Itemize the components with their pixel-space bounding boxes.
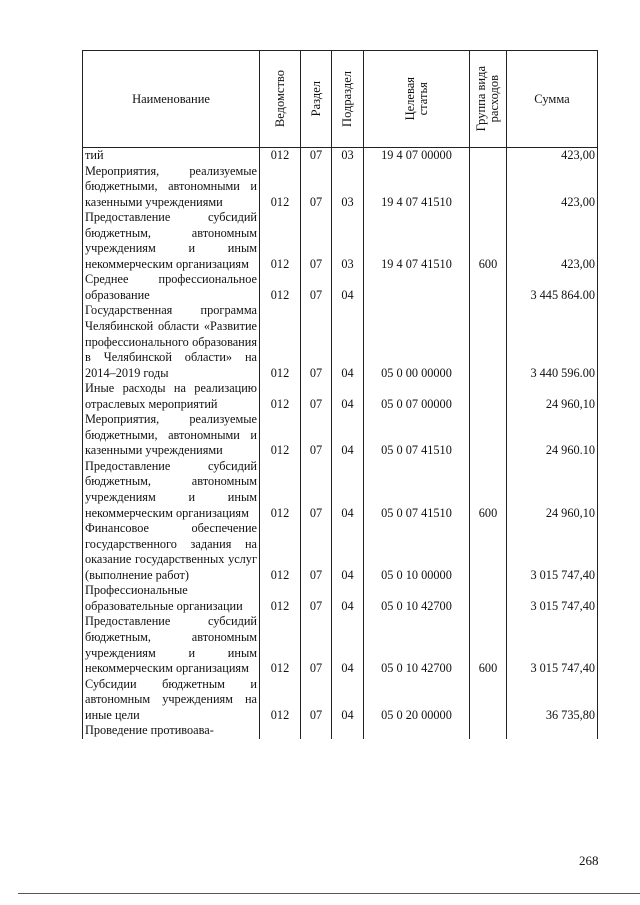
cell-sum: 3 015 747,40 (507, 521, 598, 583)
cell-razdel: 07 (301, 677, 332, 724)
cell-cel: 05 0 07 41510 (364, 459, 470, 521)
header-razdel: Раздел (301, 51, 332, 148)
cell-razdel: 07 (301, 521, 332, 583)
cell-razdel: 07 (301, 210, 332, 272)
cell-name: Предоставление субсидий бюджетным, автономным учреждениям и иным некоммерческим организациям (83, 614, 260, 676)
header-celevaya: Целевая статья (364, 51, 470, 148)
cell-name: Предоставление субсидий бюджетным, автономным учреждениям и иным некоммерческим организациям (83, 210, 260, 272)
cell-cel: 05 0 10 42700 (364, 614, 470, 676)
cell-cel (364, 272, 470, 303)
cell-cel: 05 0 10 00000 (364, 521, 470, 583)
cell-name: Мероприятия, реализуемые бюджетными, автономными и казенными учреждениями (83, 412, 260, 459)
cell-ved: 012 (260, 381, 301, 412)
cell-name: Финансовое обеспечение государственного задания на оказание государственных услуг (выполнение работ) (83, 521, 260, 583)
cell-podrazdel: 04 (332, 677, 364, 724)
cell-name: тий (83, 148, 260, 164)
budget-table (82, 50, 598, 739)
cell-ved: 012 (260, 412, 301, 459)
header-row (83, 51, 598, 148)
cell-grp (470, 148, 507, 164)
table-row (83, 210, 598, 272)
header-ved: Ведомство (260, 51, 301, 148)
cell-sum: 3 015 747,40 (507, 614, 598, 676)
page-number: 268 (579, 853, 599, 868)
cell-podrazdel: 04 (332, 521, 364, 583)
cell-podrazdel (332, 723, 364, 739)
cell-grp (470, 303, 507, 381)
cell-podrazdel: 04 (332, 459, 364, 521)
cell-name: Предоставление субсидий бюджетным, автономным учреждениям и иным некоммерческим организациям (83, 459, 260, 521)
header-summa: Сумма (507, 51, 598, 148)
cell-sum: 3 445 864.00 (507, 272, 598, 303)
cell-podrazdel: 04 (332, 583, 364, 614)
cell-name: Среднее профессиональное образование (83, 272, 260, 303)
table-row (83, 303, 598, 381)
cell-razdel: 07 (301, 583, 332, 614)
cell-podrazdel: 04 (332, 303, 364, 381)
cell-razdel: 07 (301, 381, 332, 412)
cell-name: Субсидии бюджетным и автономным учреждениям на иные цели (83, 677, 260, 724)
table-row (83, 583, 598, 614)
page-bottom-line (18, 893, 640, 894)
cell-podrazdel: 03 (332, 164, 364, 211)
cell-razdel: 07 (301, 303, 332, 381)
cell-grp (470, 723, 507, 739)
cell-ved: 012 (260, 614, 301, 676)
cell-name: Государственная программа Челябинской области «Развитие профессионального образования в Челябинской области» на 2014–2019 годы (83, 303, 260, 381)
cell-sum: 36 735,80 (507, 677, 598, 724)
cell-grp: 600 (470, 210, 507, 272)
cell-cel: 19 4 07 00000 (364, 148, 470, 164)
cell-sum: 3 015 747,40 (507, 583, 598, 614)
cell-razdel: 07 (301, 614, 332, 676)
cell-sum: 423,00 (507, 210, 598, 272)
cell-sum: 423,00 (507, 164, 598, 211)
cell-sum: 423,00 (507, 148, 598, 164)
cell-podrazdel: 03 (332, 210, 364, 272)
cell-razdel: 07 (301, 148, 332, 164)
cell-ved: 012 (260, 210, 301, 272)
table-row (83, 272, 598, 303)
cell-cel: 19 4 07 41510 (364, 164, 470, 211)
cell-grp: 600 (470, 459, 507, 521)
header-gruppa: Группа вида расходов (470, 51, 507, 148)
cell-sum: 24 960,10 (507, 459, 598, 521)
table-row (83, 723, 598, 739)
cell-name: Мероприятия, реализуемые бюджетными, автономными и казенными учреждениями (83, 164, 260, 211)
cell-cel: 05 0 10 42700 (364, 583, 470, 614)
cell-ved: 012 (260, 303, 301, 381)
cell-grp (470, 677, 507, 724)
cell-grp (470, 164, 507, 211)
header-podrazdel: Подраздел (332, 51, 364, 148)
table-row (83, 459, 598, 521)
table-row (83, 164, 598, 211)
table-row (83, 521, 598, 583)
cell-ved: 012 (260, 272, 301, 303)
cell-cel: 05 0 00 00000 (364, 303, 470, 381)
cell-grp: 600 (470, 614, 507, 676)
cell-grp (470, 412, 507, 459)
cell-razdel: 07 (301, 164, 332, 211)
cell-sum: 24 960,10 (507, 381, 598, 412)
cell-cel: 05 0 20 00000 (364, 677, 470, 724)
cell-cel: 19 4 07 41510 (364, 210, 470, 272)
cell-podrazdel: 04 (332, 614, 364, 676)
cell-cel (364, 723, 470, 739)
cell-razdel: 07 (301, 459, 332, 521)
cell-ved: 012 (260, 164, 301, 211)
cell-name: Проведение противоава- (83, 723, 260, 739)
table-row (83, 381, 598, 412)
cell-grp (470, 381, 507, 412)
cell-grp (470, 272, 507, 303)
cell-razdel (301, 723, 332, 739)
cell-podrazdel: 04 (332, 381, 364, 412)
cell-ved: 012 (260, 583, 301, 614)
cell-podrazdel: 03 (332, 148, 364, 164)
cell-sum: 3 440 596.00 (507, 303, 598, 381)
cell-ved: 012 (260, 521, 301, 583)
cell-ved: 012 (260, 148, 301, 164)
cell-podrazdel: 04 (332, 272, 364, 303)
header-name: Наименование (83, 51, 260, 148)
cell-sum (507, 723, 598, 739)
table-row (83, 148, 598, 164)
cell-ved (260, 723, 301, 739)
cell-name: Профессиональные образовательные организации (83, 583, 260, 614)
cell-cel: 05 0 07 41510 (364, 412, 470, 459)
cell-ved: 012 (260, 459, 301, 521)
table-row (83, 412, 598, 459)
cell-ved: 012 (260, 677, 301, 724)
cell-sum: 24 960.10 (507, 412, 598, 459)
cell-razdel: 07 (301, 272, 332, 303)
cell-grp (470, 583, 507, 614)
cell-cel: 05 0 07 00000 (364, 381, 470, 412)
cell-podrazdel: 04 (332, 412, 364, 459)
cell-razdel: 07 (301, 412, 332, 459)
cell-grp (470, 521, 507, 583)
cell-name: Иные расходы на реализацию отраслевых мероприятий (83, 381, 260, 412)
table-row (83, 614, 598, 676)
table-row (83, 677, 598, 724)
